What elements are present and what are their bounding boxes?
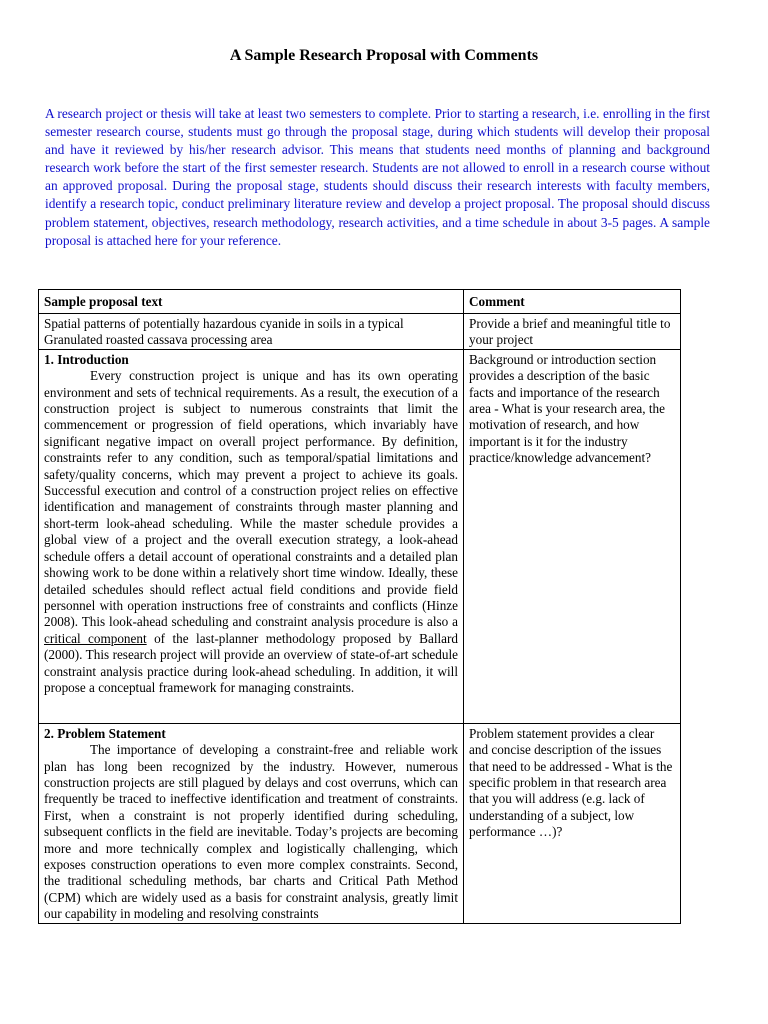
- underlined-term: critical component: [44, 630, 147, 646]
- page-title: A Sample Research Proposal with Comments: [229, 47, 539, 64]
- problem-comment: Problem statement provides a clear and concise description of the issues that need to be addressed - What is the specific problem in that research area that you will address (e.g. lack of understanding of a subject, low performance …)?: [464, 723, 681, 923]
- title-row-comment: Provide a brief and meaningful title to your project: [464, 314, 681, 350]
- introduction-text-part2: of the last-planner methodology proposed by Ballard (2000). This research project will provide an overview of state-of-art schedule constraint analysis practice during look-ahead scheduling. In addition, it will propose a conceptual framework for managing constraints.: [44, 630, 458, 695]
- table-row: [39, 723, 681, 923]
- introduction-text-part1: Every construction project is unique and has its own operating environment and sets of technical requirements. As a result, the execution of a construction project is subject to numerous constraints that limit the commencement or progression of field operations, which invariably have significant negative impact on overall project performance. By definition, constraints refer to any condition, such as temporal/spatial limitations and safety/quality concerns, which may prevent a project to achieve its goals. Successful execution and control of a construction project relies on effective identification and management of constraints through master planning and short-term look-ahead scheduling. While the master schedule provides a global view of a project and the overall execution strategy, a look-ahead schedule offers a detail account of operational constraints and a detailed plan showing work to be done within a relatively short time window. Ideally, these detailed schedules should reflect actual field conditions and provide field personnel with operation instructions free of constraints and conflicts (Hinze 2008). This look-ahead scheduling and constraint analysis procedure is also a: [44, 368, 458, 630]
- header-proposal-text: Sample proposal text: [39, 290, 464, 314]
- table-row: [39, 314, 681, 350]
- header-comment: Comment: [464, 290, 681, 314]
- intro-paragraph: A research project or thesis will take at least two semesters to complete. Prior to starting a research, i.e. enrolling in the first semester research course, students must go through the proposal stage, during which students will develop their proposal and have it reviewed by his/her research advisor. This means that students need months of planning and background research work before the start of the first semester research. Students are not allowed to enroll in a research course without an approved proposal. During the proposal stage, students should discuss their research interests with faculty members, identify a research topic, conduct preliminary literature review and develop a project proposal. The proposal should discuss problem statement, objectives, research methodology, research activities, and a time schedule in about 3-5 pages. A sample proposal is attached here for your reference.: [45, 106, 710, 248]
- problem-text: The importance of developing a constraint-free and reliable work plan has long been recognized by the industry. However, numerous construction projects are still plagued by delays and cost overruns, which can frequently be traced to ineffective identification and treatment of constraints. First, when a constraint is not properly identified during scheduling, subsequent conflicts in the field are inevitable. Today’s projects are becoming more and more technically complex and logistically challenging, which exposes construction operations to even more complex constraints. Second, the traditional scheduling methods, bar charts and Critical Path Method (CPM) which are widely used as a basis for constraint analysis, greatly limit our capability in modeling and resolving constraints: [44, 742, 458, 922]
- table-header-row: [39, 290, 681, 314]
- section-heading-problem-statement: 2. Problem Statement: [44, 725, 166, 741]
- introduction-comment: Background or introduction section provides a description of the basic facts and importance of the research area - What is your research area, the motivation of research, and how important is it for the industry practice/knowledge advancement?: [464, 349, 681, 723]
- proposal-table: [38, 289, 681, 924]
- introduction-cell: [39, 349, 464, 723]
- title-row-text: Spatial patterns of potentially hazardous cyanide in soils in a typical Granulated roasted cassava processing area: [39, 314, 464, 350]
- introduction-text: [44, 368, 458, 696]
- problem-cell: [39, 723, 464, 923]
- section-heading-introduction: 1. Introduction: [44, 351, 129, 367]
- table-row: [39, 349, 681, 723]
